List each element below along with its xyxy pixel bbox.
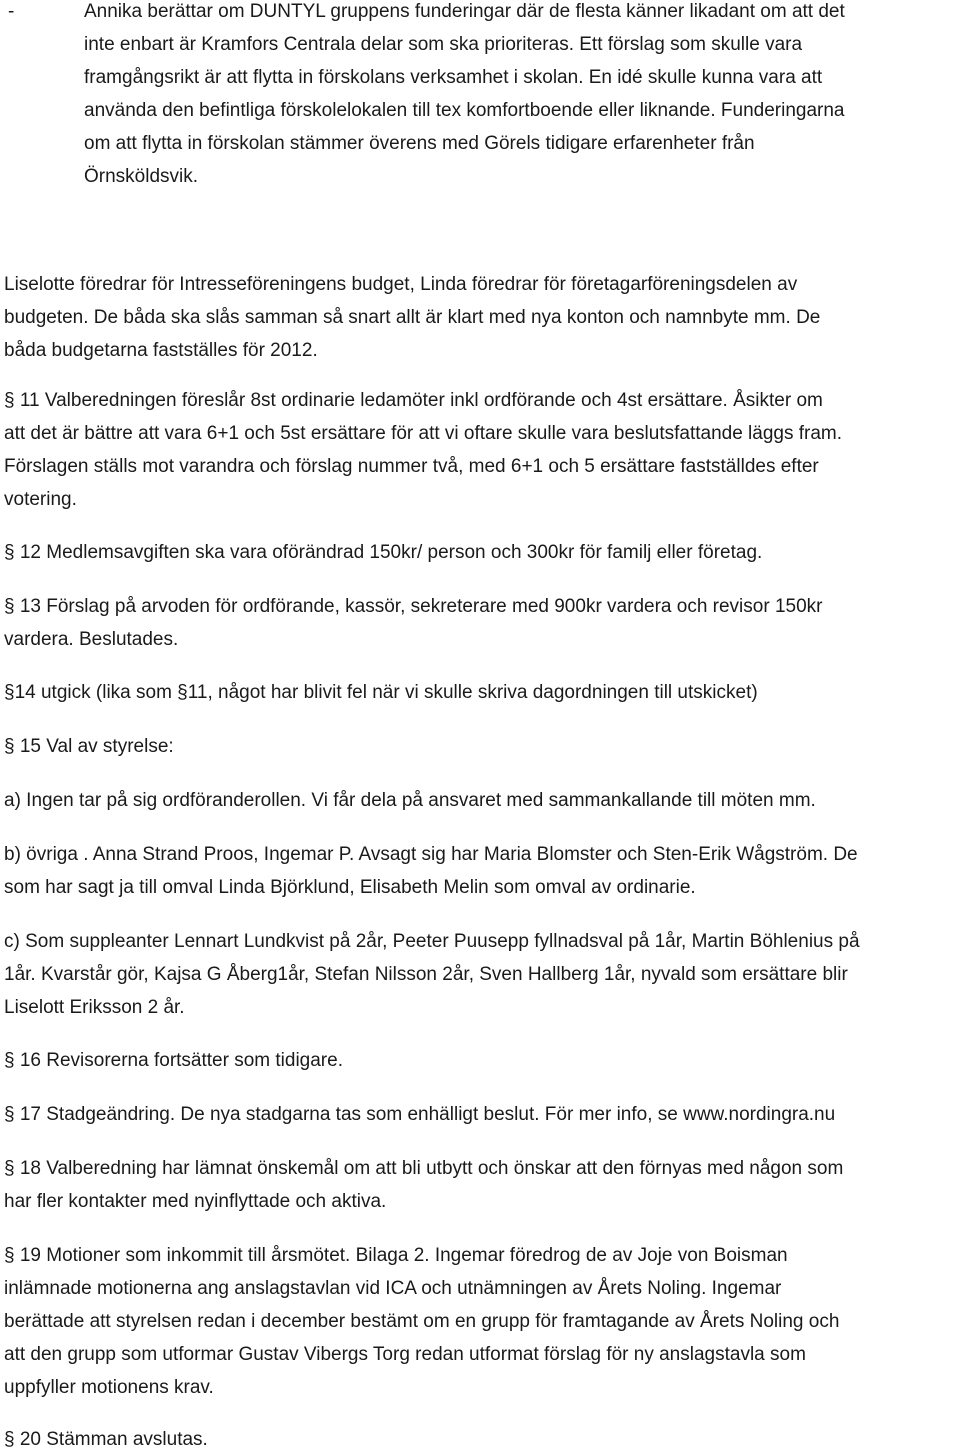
text-line: båda budgetarna fastställes för 2012. [4, 340, 318, 361]
text-line: § 11 Valberedningen föreslår 8st ordinarie ledamöter inkl ordförande och 4st ersättare. Åsikter om [4, 390, 823, 411]
text-line: § 12 Medlemsavgiften ska vara oförändrad 150kr/ person och 300kr för familj eller företag. [4, 542, 763, 563]
text-line: b) övriga . Anna Strand Proos, Ingemar P. Avsagt sig har Maria Blomster och Sten-Erik Wågström. De [4, 844, 858, 865]
section-12-paragraph [4, 536, 958, 569]
text-line: 1år. Kvarstår gör, Kajsa G Åberg1år, Stefan Nilsson 2år, Sven Hallberg 1år, nyvald som ersättare blir [4, 964, 848, 985]
section-16-paragraph [4, 1044, 958, 1077]
text-line: §14 utgick (lika som §11, något har blivit fel när vi skulle skriva dagordningen till utskicket) [4, 682, 758, 703]
section-15b-paragraph [4, 838, 958, 904]
text-line: c) Som suppleanter Lennart Lundkvist på 2år, Peeter Puusepp fyllnadsval på 1år, Martin Böhlenius på [4, 931, 860, 952]
text-line: som har sagt ja till omval Linda Björklund, Elisabeth Melin som omval av ordinarie. [4, 877, 696, 898]
text-line: § 17 Stadgeändring. De nya stadgarna tas som enhälligt beslut. För mer info, se www.nordingra.nu [4, 1104, 836, 1125]
text-line: att det är bättre att vara 6+1 och 5st ersättare för att vi oftare skulle vara beslutsfattande läggs fram. [4, 423, 843, 444]
section-20-paragraph [4, 1423, 958, 1456]
text-line: Liselott Eriksson 2 år. [4, 997, 185, 1018]
text-line: framgångsrikt är att flytta in förskolans verksamhet i skolan. En idé skulle kunna vara att [84, 67, 823, 88]
text-line: inlämnade motionerna ang anslagstavlan vid ICA och utnämningen av Årets Noling. Ingemar [4, 1278, 782, 1299]
section-14-paragraph [4, 676, 958, 709]
text-line: om att flytta in förskolan stämmer överens med Görels tidigare erfarenheter från [84, 133, 755, 154]
section-19-paragraph [4, 1239, 958, 1404]
text-line: § 18 Valberedning har lämnat önskemål om att bli utbytt och önskar att den förnyas med någon som [4, 1158, 844, 1179]
section-15a-paragraph [4, 784, 958, 817]
text-line: budgeten. De båda ska slås samman så snart allt är klart med nya konton och namnbyte mm. De [4, 307, 821, 328]
text-line: § 15 Val av styrelse: [4, 736, 174, 757]
intro-text [84, 0, 960, 193]
text-line: Liselotte föredrar för Intresseföreningens budget, Linda föredrar för företagarföreningsdelen av [4, 274, 798, 295]
section-13-paragraph [4, 590, 958, 656]
text-line: uppfyller motionens krav. [4, 1377, 214, 1398]
section-15c-paragraph [4, 925, 958, 1024]
list-dash: - [8, 1, 15, 22]
text-line: Förslagen ställs mot varandra och förslag nummer två, med 6+1 och 5 ersättare fastställdes efter [4, 456, 819, 477]
text-line: Annika berättar om DUNTYL gruppens funderingar där de flesta känner likadant om att det [84, 1, 845, 22]
text-line: § 20 Stämman avslutas. [4, 1429, 208, 1450]
text-line: använda den befintliga förskolelokalen till tex komfortboende eller liknande. Funderingarna [84, 100, 845, 121]
text-line: Örnsköldsvik. [84, 166, 199, 187]
text-line: § 19 Motioner som inkommit till årsmötet. Bilaga 2. Ingemar föredrog de av Joje von Boisman [4, 1245, 788, 1266]
section-17-paragraph [4, 1098, 958, 1131]
section-11-paragraph [4, 384, 958, 516]
text-line: a) Ingen tar på sig ordföranderollen. Vi får dela på ansvaret med sammankallande till möten mm. [4, 790, 816, 811]
text-line: § 16 Revisorerna fortsätter som tidigare. [4, 1050, 343, 1071]
section-15-heading [4, 730, 958, 763]
text-line: har fler kontakter med nyinflyttade och aktiva. [4, 1191, 387, 1212]
budget-paragraph [4, 268, 958, 367]
text-line: vardera. Beslutades. [4, 629, 179, 650]
text-line: inte enbart är Kramfors Centrala delar som ska prioriteras. Ett förslag som skulle vara [84, 34, 803, 55]
text-line: att den grupp som utformar Gustav Vibergs Torg redan utformat förslag för ny anslagstavla som [4, 1344, 806, 1365]
text-line: § 13 Förslag på arvoden för ordförande, kassör, sekreterare med 900kr vardera och revisor 150kr [4, 596, 823, 617]
text-line: votering. [4, 489, 77, 510]
text-line: berättade att styrelsen redan i december bestämt om en grupp för framtagande av Årets Noling och [4, 1311, 840, 1332]
section-18-paragraph [4, 1152, 958, 1218]
